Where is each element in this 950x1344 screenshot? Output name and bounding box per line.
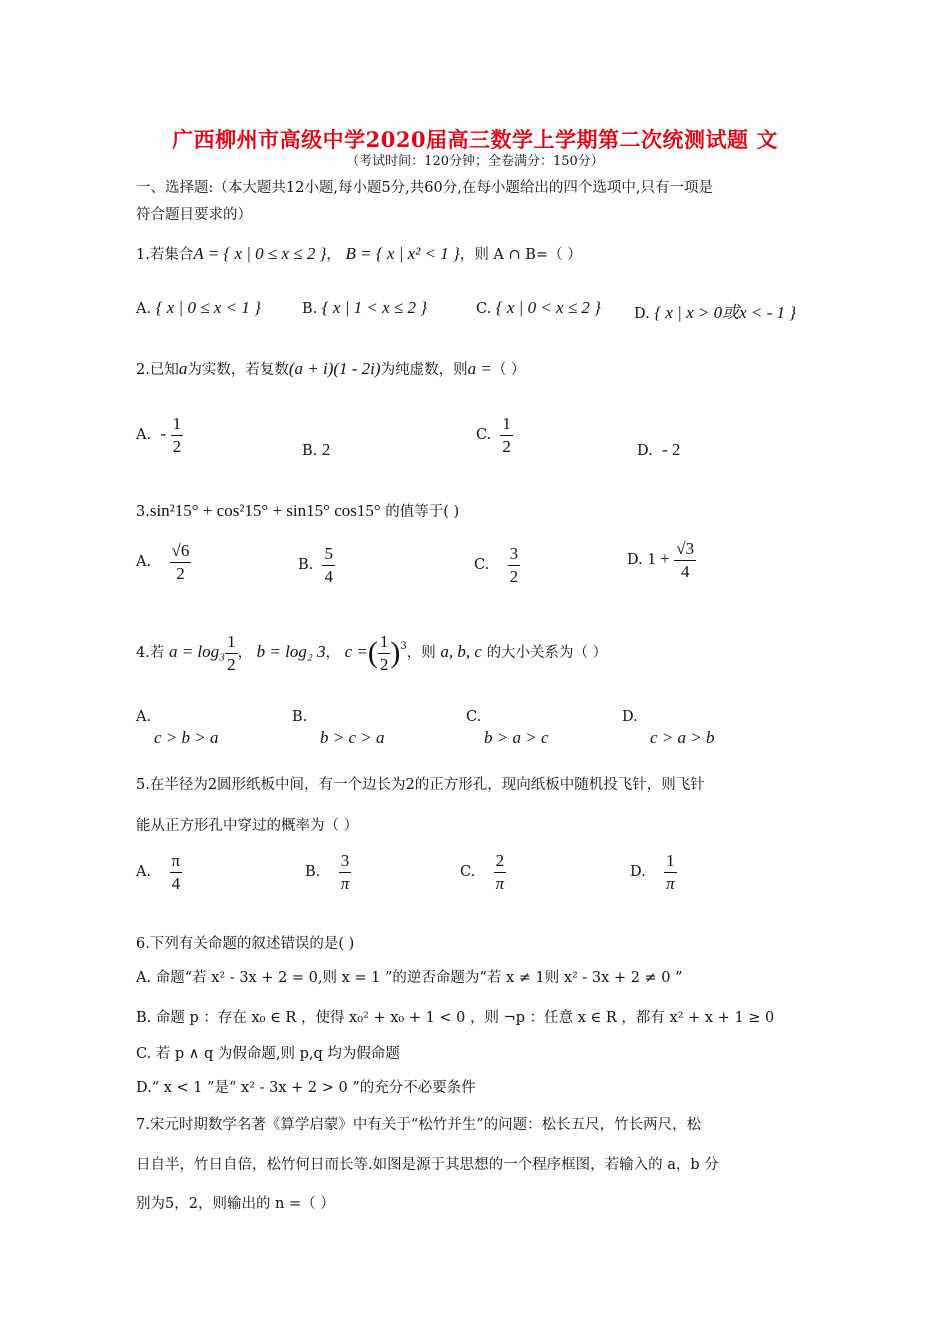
q3-option-d: D. 1 + $\frac{√3}{4}$ xyxy=(627,539,695,581)
q2-option-b: B. 2 xyxy=(302,440,331,459)
q4-option-b: B. b > c > a xyxy=(292,709,385,747)
question-3: 3.sin²15° + cos²15° + sin15° cos15° 的值等于( ) xyxy=(136,501,460,520)
section-heading: 一、选择题:（本大题共12小题,每小题5分,共60分,在每小题给出的四个选项中,只有一项是 xyxy=(136,180,713,196)
q3-trig-expr: sin²15° + cos²15° + sin15° cos15° xyxy=(149,501,381,520)
q1-set-b: B = { x | x² < 1 } xyxy=(345,244,460,263)
question-2: 2.已知a为实数，若复数(a + i)(1 - 2i)为纯虚数，则a =（ ） xyxy=(136,359,526,378)
question-1 xyxy=(136,243,582,264)
q6-option-b: B. 命题 p ：存在 x₀ ∈ R ，使得 x₀² + x₀ + 1 < 0 ，则 ¬p ：任意 x ∈ R ，都有 x² + x + 1 ≥ 0 xyxy=(136,1010,775,1026)
q6-option-d: D.“ x < 1 ”是“ x² - 3x + 2 > 0 ”的充分不必要条件 xyxy=(136,1080,476,1096)
q5-option-c: C. $\frac{2}{\pi}$ xyxy=(460,851,505,893)
q1-sep: ， xyxy=(326,247,341,263)
q2-option-d: D. - 2 xyxy=(637,440,681,459)
q5-option-b: B. $\frac{3}{\pi}$ xyxy=(305,851,350,893)
page-title: 广西柳州市高级中学2020届高三数学上学期第二次统测试题 文 xyxy=(172,127,778,152)
q5-option-d: D. $\frac{1}{\pi}$ xyxy=(630,851,675,893)
q2-option-c: C. $\frac{1}{2}$ xyxy=(476,414,511,456)
q6-option-a: A. 命题“若 x² - 3x + 2 = 0,则 x = 1 ”的逆否命题为“若 x ≠ 1则 x² - 3x + 2 ≠ 0 ” xyxy=(136,970,683,986)
question-4: 4.若 a = log₃ $\frac{1}{2}$ ， b = log₂ 3， c =( $\frac{1}{2}$ )$^3$，则 a, b, c 的大小关系为（ ） xyxy=(136,632,608,674)
q3-option-c: C. $\frac{3}{2}$ xyxy=(474,544,519,586)
q6-option-c: C. 若 p ∧ q 为假命题,则 p,q 均为假命题 xyxy=(136,1046,400,1062)
q4-option-d: D. c > a > b xyxy=(622,709,715,747)
q1-set-a: A = { x | 0 ≤ x ≤ 2 } xyxy=(193,244,327,263)
question-5: 5.在半径为2圆形纸板中间，有一个边长为2的正方形孔，现向纸板中随机投飞针，则飞针 xyxy=(136,777,705,793)
q1-suffix: ，则 A ∩ B=（ ） xyxy=(459,247,582,263)
q3-option-a: A. $\frac{√6}{2}$ xyxy=(136,541,190,583)
q3-option-b: B. $\frac{5}{4}$ xyxy=(298,544,333,586)
q4-option-a: A. c > b > a xyxy=(136,709,219,747)
question-7: 7.宋元时期数学名著《算学启蒙》中有关于“松竹并生”的问题：松长五尺，竹长两尺，松 xyxy=(136,1117,702,1133)
question-6: 6.下列有关命题的叙述错误的是( ) xyxy=(136,936,355,952)
q4-option-c: C. b > a > c xyxy=(466,709,549,747)
question-7-cont: 日自半，竹日自倍，松竹何日而长等.如图是源于其思想的一个程序框图，若输入的 a，b 分 xyxy=(136,1157,719,1173)
q5-option-a: A. $\frac{\pi}{4}$ xyxy=(136,851,181,893)
q1-option-b: B. { x | 1 < x ≤ 2 } xyxy=(302,298,428,317)
q1-prefix: 1.若集合 xyxy=(136,247,194,263)
q1-option-c: C. { x | 0 < x ≤ 2 } xyxy=(476,298,601,317)
q2-option-a: A. - $\frac{1}{2}$ xyxy=(136,414,182,456)
question-7-cont2: 别为5，2，则输出的 n =（ ） xyxy=(136,1196,335,1212)
exam-info: （考试时间：120分钟；全卷满分：150分） xyxy=(346,154,604,169)
q1-option-a: A. { x | 0 ≤ x < 1 } xyxy=(136,298,261,317)
section-heading-cont: 符合题目要求的） xyxy=(136,207,252,223)
q2-complex-expr: (a + i)(1 - 2i) xyxy=(288,359,381,378)
question-5-cont: 能从正方形孔中穿过的概率为（ ） xyxy=(136,818,359,834)
q1-option-d: D. { x | x > 0或x < - 1 } xyxy=(634,303,797,322)
